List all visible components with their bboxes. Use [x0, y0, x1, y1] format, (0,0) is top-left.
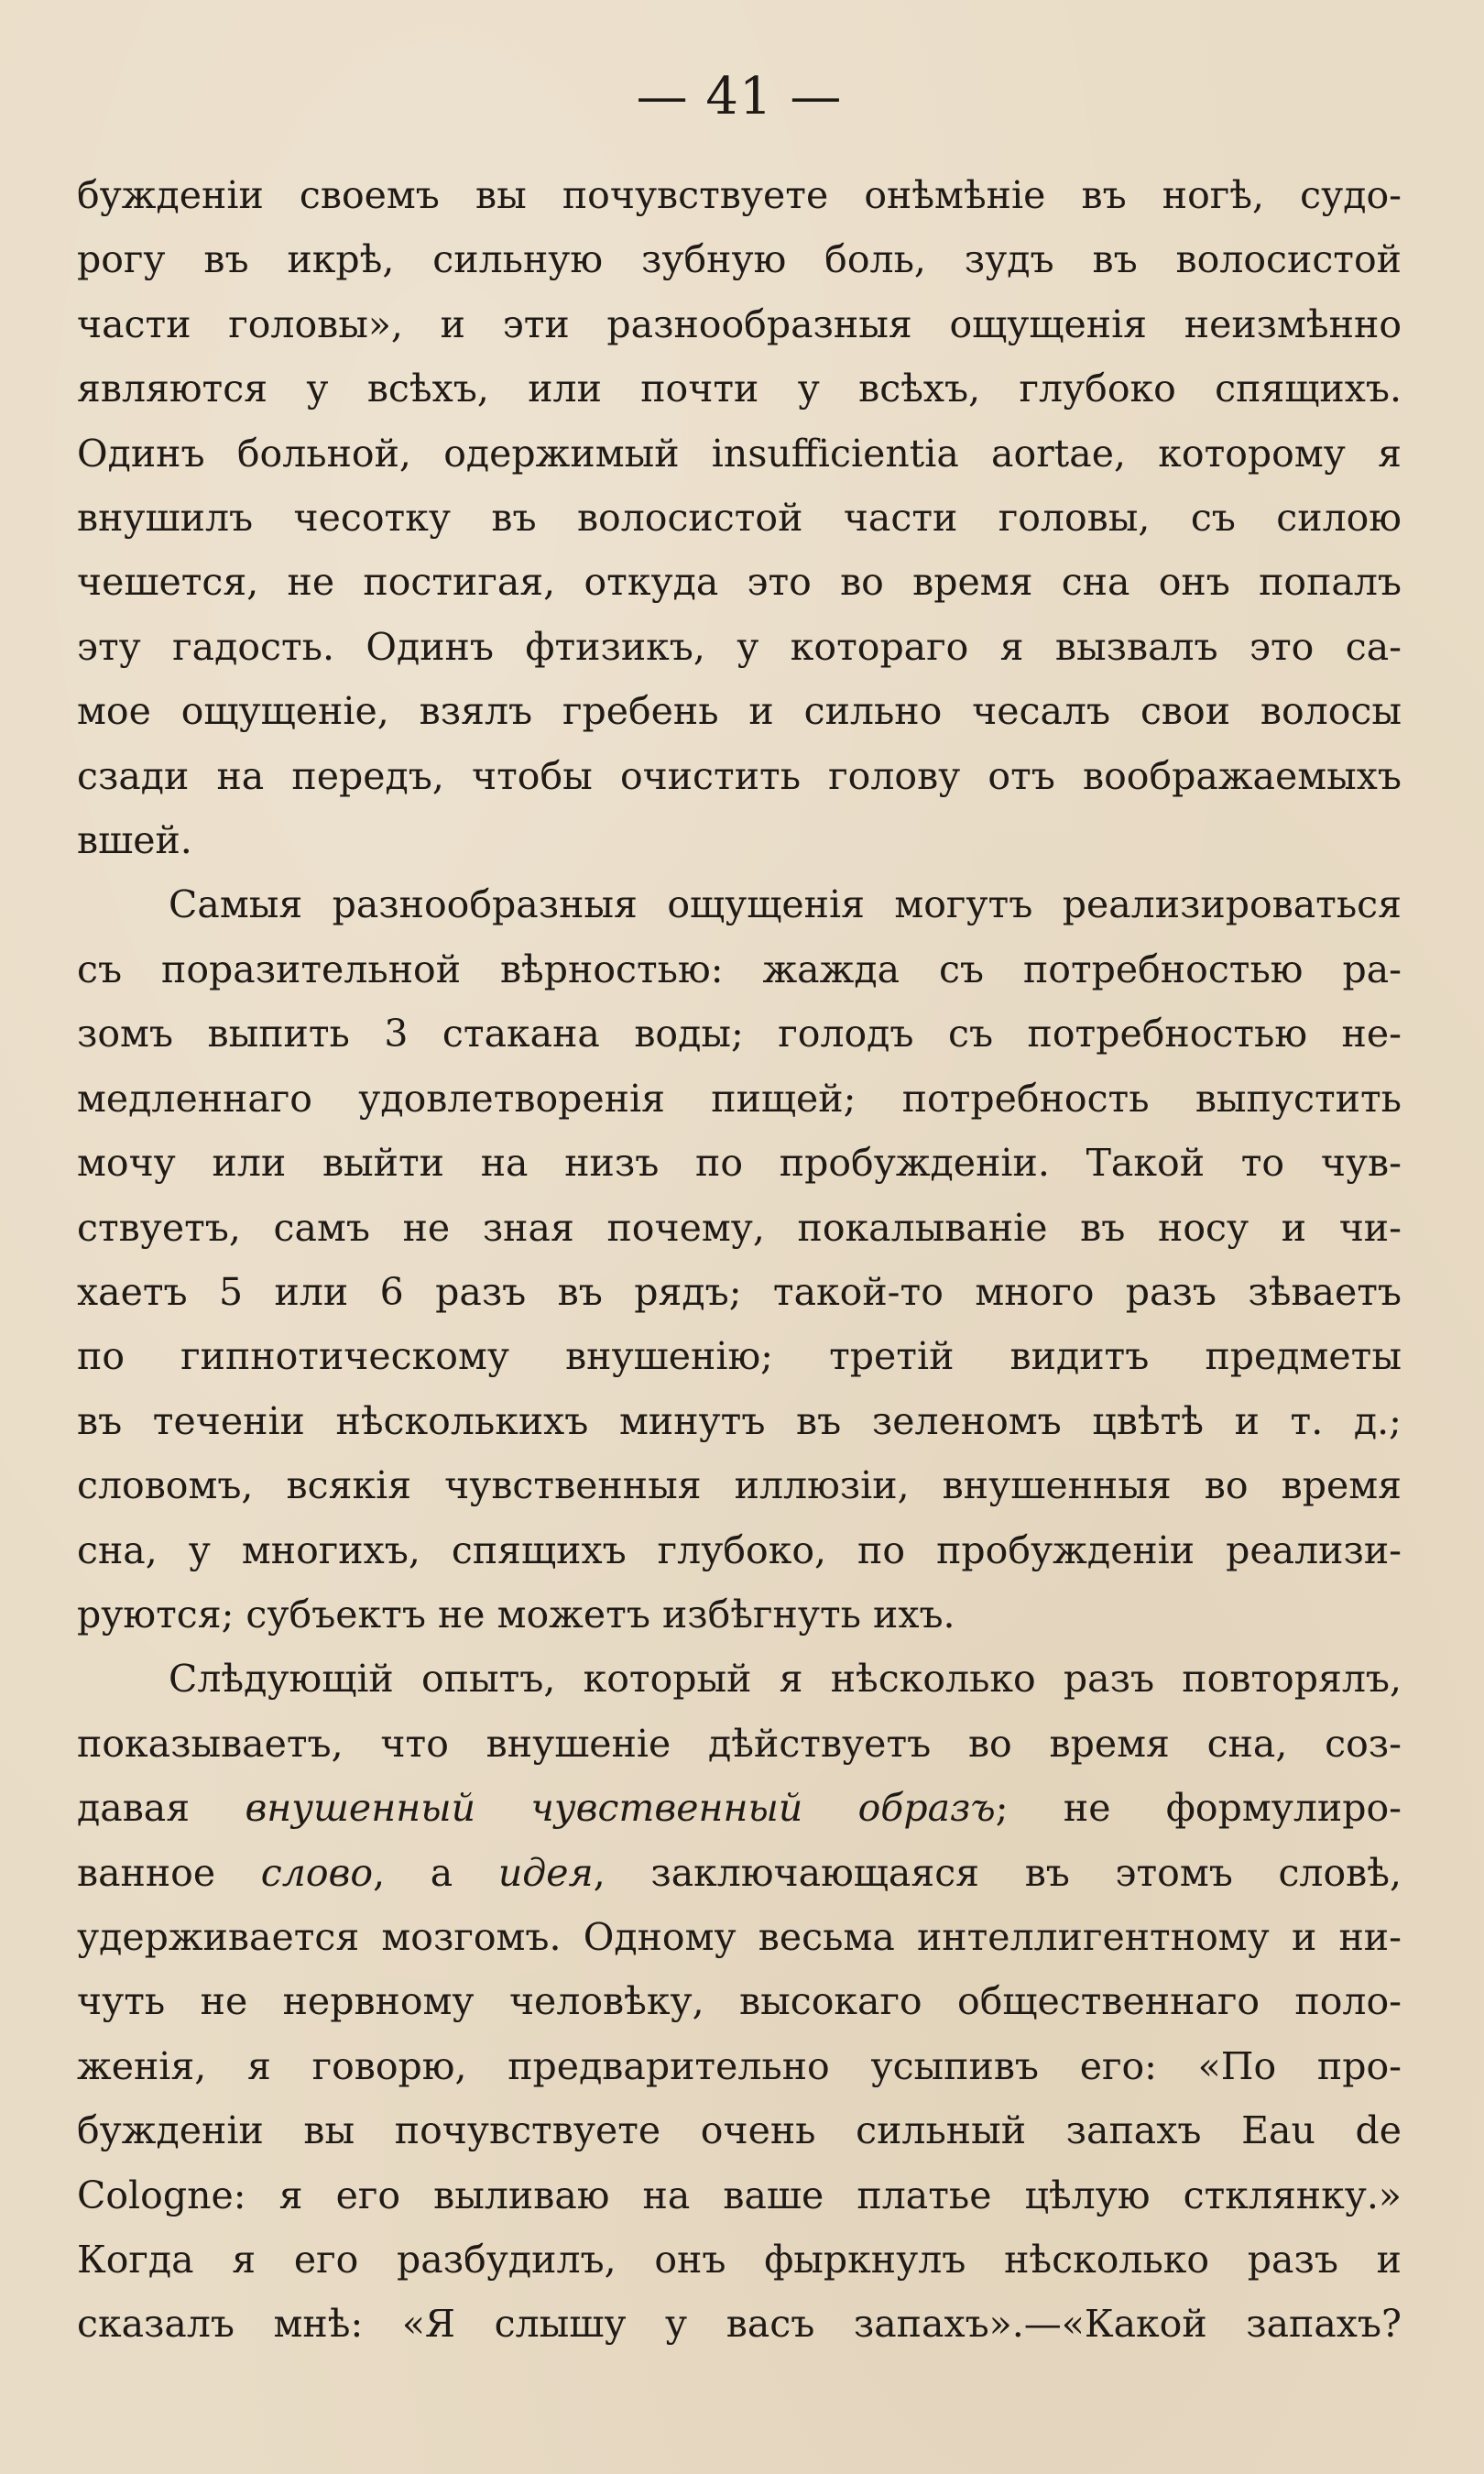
text-run: ; не формулиро-: [995, 1786, 1402, 1831]
text-line: въ теченіи нѣсколькихъ минутъ въ зеленомъ цвѣтѣ и т. д.;: [77, 1398, 1402, 1443]
text-line: мочу или выйти на низъ по пробужденіи. Такой то чув-: [77, 1141, 1402, 1186]
text-line: сзади на передъ, чтобы очистить голову отъ воображаемыхъ: [77, 753, 1402, 798]
text-line: бужденіи вы почувствуете очень сильный запахъ Eau de: [77, 2108, 1402, 2153]
text-line: удерживается мозгомъ. Одному весьма интеллигентному и ни-: [77, 1914, 1402, 1959]
text-line: [77, 1776, 1402, 1840]
text-line: медленнаго удовлетворенія пищей; потребность выпустить: [77, 1076, 1402, 1121]
italic-phrase: внушенный чувственный образъ: [245, 1786, 996, 1831]
italic-word: идея: [497, 1850, 594, 1895]
body-text: [77, 163, 1402, 2357]
text-line: сна, у многихъ, спящихъ глубоко, по пробужденіи реализи-: [77, 1527, 1402, 1572]
text-line: Cologne: я его выливаю на ваше платье цѣлую стклянку.»: [77, 2173, 1402, 2217]
paragraph: [77, 1647, 1402, 2356]
text-line: по гипнотическому внушенію; третій видитъ предметы: [77, 1334, 1402, 1379]
text-line: мое ощущеніе, взялъ гребень и сильно чесалъ свои волосы: [77, 689, 1402, 734]
text-line: ствуетъ, самъ не зная почему, покалываніе въ носу и чи-: [77, 1205, 1402, 1250]
text-line: хаетъ 5 или 6 разъ въ рядъ; такой-то много разъ зѣваетъ: [77, 1269, 1402, 1314]
text-line: руются; субъектъ не можетъ избѣгнуть ихъ.: [77, 1592, 955, 1637]
text-run: , заключающаяся въ этомъ словѣ,: [593, 1850, 1402, 1895]
text-line: части головы», и эти разнообразныя ощущенія неизмѣнно: [77, 301, 1402, 346]
text-line: являются у всѣхъ, или почти у всѣхъ, глубоко спящихъ.: [77, 367, 1402, 411]
text-line: чешется, не постигая, откуда это во время сна онъ попалъ: [77, 560, 1402, 605]
text-line: вшей.: [77, 818, 192, 863]
text-line: бужденіи своемъ вы почувствуете онѣмѣніе въ ногѣ, судо-: [77, 173, 1402, 217]
page-number: — 41 —: [636, 67, 843, 126]
text-line: Самыя разнообразныя ощущенія могутъ реализироваться: [169, 882, 1402, 927]
text-line: [77, 1841, 1402, 1905]
text-line: рогу въ икрѣ, сильную зубную боль, зудъ въ волосистой: [77, 237, 1402, 282]
text-line: эту гадость. Одинъ фтизикъ, у котораго я вызвалъ это са-: [77, 624, 1402, 669]
text-line: внушилъ чесотку въ волосистой части головы, съ силою: [77, 496, 1402, 541]
text-line: зомъ выпить 3 стакана воды; голодъ съ потребностью не-: [77, 1012, 1402, 1056]
text-line: показываетъ, что внушеніе дѣйствуетъ во время сна, соз-: [77, 1721, 1402, 1766]
paragraph: [77, 872, 1402, 1647]
text-line: Когда я его разбудилъ, онъ фыркнулъ нѣсколько разъ и: [77, 2238, 1402, 2282]
text-run: , а: [373, 1850, 498, 1895]
text-line: Слѣдующій опытъ, который я нѣсколько разъ повторялъ,: [169, 1657, 1402, 1702]
text-line: съ поразительной вѣрностью: жажда съ потребностью ра-: [77, 947, 1402, 991]
text-run: ванное: [77, 1850, 261, 1895]
text-line: словомъ, всякія чувственныя иллюзіи, внушенныя во время: [77, 1463, 1402, 1508]
text-line: чуть не нервному человѣку, высокаго общественнаго поло-: [77, 1979, 1402, 2024]
text-line: сказалъ мнѣ: «Я слышу у васъ запахъ».—«Какой запахъ?: [77, 2302, 1402, 2347]
paragraph: [77, 163, 1402, 872]
text-run: давая: [77, 1786, 246, 1831]
text-line: женія, я говорю, предварительно усыпивъ его: «По про-: [77, 2043, 1402, 2088]
italic-word: слово: [260, 1850, 374, 1895]
text-line: Одинъ больной, одержимый insufficientia aortae, которому я: [77, 431, 1402, 476]
